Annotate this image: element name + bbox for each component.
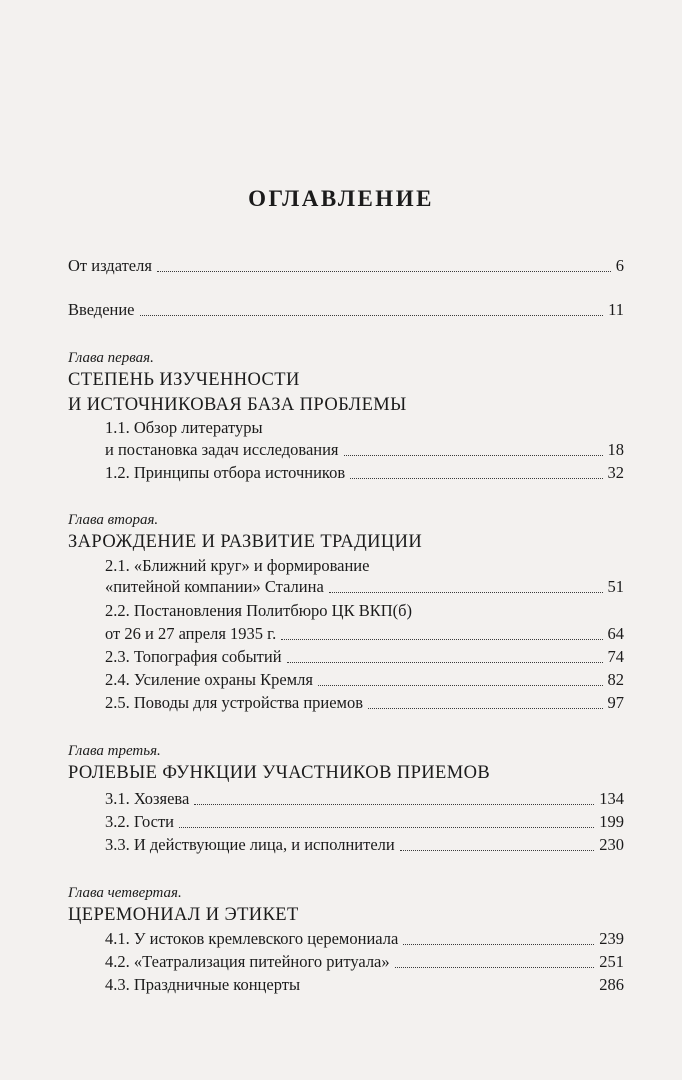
leader-dots (403, 944, 594, 945)
chapter-1-title-line[interactable]: И ИСТОЧНИКОВАЯ БАЗА ПРОБЛЕМЫ (68, 395, 407, 415)
entry-page: 18 (607, 440, 624, 459)
leader-dots (281, 639, 602, 640)
entry-label: 3.3. И действующие лица, и исполнители (105, 835, 395, 854)
leader-dots (194, 804, 594, 805)
entry-page: 11 (608, 300, 624, 319)
leader-dots (305, 990, 594, 991)
entry-label: 3.1. Хозяева (105, 789, 190, 808)
chapter-2-title-line[interactable]: ЗАРОЖДЕНИЕ И РАЗВИТИЕ ТРАДИЦИИ (68, 532, 423, 552)
toc-entry-section-4-3[interactable] (105, 975, 624, 995)
leader-dots (157, 271, 611, 272)
chapter-4-label: Глава четвертая. (68, 885, 182, 901)
leader-dots (318, 685, 603, 686)
entry-page: 239 (599, 929, 624, 948)
toc-entry-introduction[interactable] (68, 300, 624, 320)
toc-entry-section-3-1[interactable] (105, 789, 624, 809)
entry-label: «питейной компании» Сталина (105, 577, 324, 596)
section-2-1-first-line[interactable]: 2.1. «Ближний круг» и формирование (105, 556, 370, 575)
entry-label: От издателя (68, 256, 152, 275)
entry-page: 74 (607, 647, 624, 666)
section-2-2-first-line[interactable]: 2.2. Постановления Политбюро ЦК ВКП(б) (105, 601, 413, 620)
leader-dots (368, 708, 602, 709)
toc-entry-section-4-1[interactable] (105, 929, 624, 949)
entry-page: 51 (607, 577, 624, 596)
leader-dots (179, 827, 594, 828)
toc-entry-section-3-3[interactable] (105, 835, 624, 855)
toc-entry-section-4-2[interactable] (105, 952, 624, 972)
entry-page: 97 (607, 693, 624, 712)
toc-entry-section-2-1[interactable] (105, 577, 624, 597)
entry-page: 286 (599, 975, 624, 994)
chapter-1-label: Глава первая. (68, 350, 154, 366)
entry-label: 2.5. Поводы для устройства приемов (105, 693, 364, 712)
entry-label: 4.3. Праздничные концерты (105, 975, 301, 994)
entry-label: 2.4. Усиление охраны Кремля (105, 670, 313, 689)
entry-page: 6 (615, 256, 624, 275)
toc-entry-publisher[interactable] (68, 256, 624, 276)
toc-entry-section-1-2[interactable] (105, 463, 624, 483)
toc-entry-section-3-2[interactable] (105, 812, 624, 832)
chapter-4-title-line[interactable]: ЦЕРЕМОНИАЛ И ЭТИКЕТ (68, 905, 299, 925)
toc-entry-section-2-3[interactable] (105, 647, 624, 667)
leader-dots (395, 967, 595, 968)
entry-label: 1.2. Принципы отбора источников (105, 463, 346, 482)
entry-label: от 26 и 27 апреля 1935 г. (105, 624, 277, 643)
toc-entry-section-2-5[interactable] (105, 693, 624, 713)
entry-label: 2.3. Топография событий (105, 647, 282, 666)
entry-label: и постановка задач исследования (105, 440, 339, 459)
toc-entry-section-1-1[interactable] (105, 440, 624, 460)
page-title: ОГЛАВЛЕНИЕ (248, 186, 434, 211)
toc-entry-section-2-4[interactable] (105, 670, 624, 690)
entry-page: 134 (599, 789, 624, 808)
entry-label: 4.2. «Театрализация питейного ритуала» (105, 952, 390, 971)
entry-page: 32 (607, 463, 624, 482)
chapter-1-title-line[interactable]: СТЕПЕНЬ ИЗУЧЕННОСТИ (68, 370, 300, 390)
entry-page: 64 (607, 624, 624, 643)
entry-page: 82 (607, 670, 624, 689)
section-1-1-first-line[interactable]: 1.1. Обзор литературы (105, 418, 263, 437)
chapter-3-label: Глава третья. (68, 743, 161, 759)
chapter-3-title-line[interactable]: РОЛЕВЫЕ ФУНКЦИИ УЧАСТНИКОВ ПРИЕМОВ (68, 763, 491, 783)
leader-dots (329, 592, 603, 593)
leader-dots (344, 455, 603, 456)
entry-label: Введение (68, 300, 135, 319)
toc-entry-section-2-2[interactable] (105, 624, 624, 644)
entry-page: 251 (599, 952, 624, 971)
leader-dots (287, 662, 603, 663)
entry-page: 230 (599, 835, 624, 854)
chapter-2-label: Глава вторая. (68, 512, 159, 528)
leader-dots (350, 478, 602, 479)
entry-label: 4.1. У истоков кремлевского церемониала (105, 929, 399, 948)
entry-label: 3.2. Гости (105, 812, 174, 831)
leader-dots (400, 850, 595, 851)
leader-dots (140, 315, 604, 316)
entry-page: 199 (599, 812, 624, 831)
